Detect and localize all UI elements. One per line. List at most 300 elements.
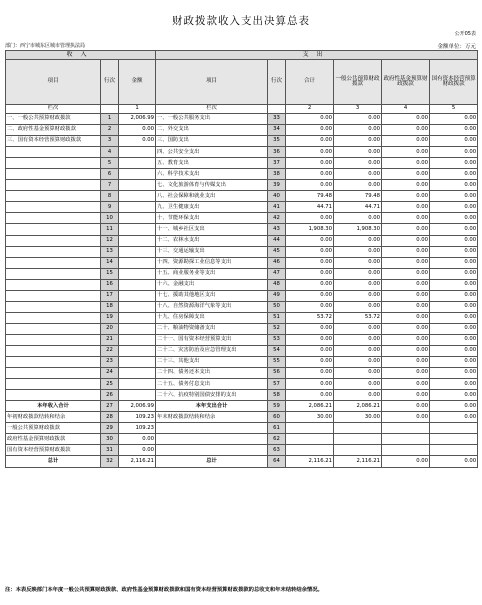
- expense-total-cell: 0.00: [286, 114, 334, 125]
- expense-row-no-cell: 63: [268, 445, 286, 456]
- expense-general-cell: 0.00: [334, 169, 382, 180]
- expense-state-cell: 0.00: [430, 290, 478, 301]
- expense-general-cell: 53.72: [334, 312, 382, 323]
- expense-item-cell: 五、教育支出: [156, 158, 268, 169]
- expense-item-cell: 十三、交通运输支出: [156, 246, 268, 257]
- expense-row-no-cell: 42: [268, 213, 286, 224]
- expense-state-cell: 0.00: [430, 213, 478, 224]
- expense-general-cell: 0.00: [334, 180, 382, 191]
- table-row: [6, 169, 478, 180]
- income-amount-cell: [119, 268, 156, 279]
- expense-general-cell: 44.71: [334, 202, 382, 213]
- table-row: [6, 323, 478, 334]
- expense-fund-cell: 0.00: [382, 125, 430, 136]
- table-row: [6, 290, 478, 301]
- income-item-cell: [6, 191, 101, 202]
- report-title: 财政拨款收入支出决算总表: [172, 15, 310, 27]
- expense-row-no-cell: 41: [268, 202, 286, 213]
- income-item-cell: [6, 301, 101, 312]
- expense-total-cell: 0.00: [286, 379, 334, 390]
- footnote: 注：本表反映部门本年度一般公共预算财政拨款、政府性基金预算财政拨款和国有资本经营预算财政拨款的总收支和年末结转结余情况。: [5, 587, 323, 593]
- expense-state-cell: 0.00: [430, 345, 478, 356]
- expense-total-cell: 0.00: [286, 235, 334, 246]
- expense-general-cell: 0.00: [334, 136, 382, 147]
- expense-item-cell: 十七、援助其他地区支出: [156, 290, 268, 301]
- table-row: [6, 368, 478, 379]
- income-item-cell: [6, 235, 101, 246]
- table-row: [6, 412, 478, 423]
- income-amount-cell: 0.00: [119, 136, 156, 147]
- income-amount-cell: [119, 213, 156, 224]
- expense-row-no-cell: 47: [268, 268, 286, 279]
- expense-item-cell: 六、科学技术支出: [156, 169, 268, 180]
- department-label: 部门：西宁市城东区城市管理执法局: [5, 43, 86, 49]
- expense-fund-cell: 0.00: [382, 202, 430, 213]
- expense-state-cell: 0.00: [430, 323, 478, 334]
- expense-total-cell: 53.72: [286, 312, 334, 323]
- expense-fund-cell: 0.00: [382, 312, 430, 323]
- expense-total-cell: [286, 434, 334, 445]
- expense-general-cell: 0.00: [334, 257, 382, 268]
- expense-total-cell: 2,086.21: [286, 401, 334, 412]
- expense-item-cell: 本年支出合计: [156, 401, 268, 412]
- income-row-no-cell: 18: [101, 301, 119, 312]
- income-item-cell: 本年收入合计: [6, 401, 101, 412]
- expense-row-no-cell: 62: [268, 434, 286, 445]
- expense-total-cell: 2,116.21: [286, 456, 334, 467]
- income-row-no-cell: 24: [101, 368, 119, 379]
- income-item-cell: 政府性基金预算财政拨款: [6, 434, 101, 445]
- expense-total-cell: 0.00: [286, 290, 334, 301]
- table-row: [6, 445, 478, 456]
- income-row-no-cell: 16: [101, 279, 119, 290]
- expense-fund-cell: 0.00: [382, 158, 430, 169]
- income-item-cell: 一般公共预算财政拨款: [6, 423, 101, 434]
- income-col-label: 栏次: [6, 105, 101, 114]
- expense-state-cell: 0.00: [430, 368, 478, 379]
- income-item-cell: 总计: [6, 456, 101, 467]
- expense-state-header: 国有资本经营预算财政拨款: [430, 60, 478, 105]
- income-amount-cell: [119, 202, 156, 213]
- expense-row-no-cell: 60: [268, 412, 286, 423]
- expense-row-no-cell: 56: [268, 368, 286, 379]
- income-amount-cell: 2,006.99: [119, 114, 156, 125]
- income-row-no-cell: 8: [101, 191, 119, 202]
- expense-total-cell: 0.00: [286, 323, 334, 334]
- expense-total-cell: 0.00: [286, 147, 334, 158]
- expense-item-cell: 十六、金融支出: [156, 279, 268, 290]
- income-row-no-cell: 13: [101, 246, 119, 257]
- expense-total-cell: 0.00: [286, 169, 334, 180]
- expense-state-cell: 0.00: [430, 379, 478, 390]
- expense-fund-cell: 0.00: [382, 368, 430, 379]
- income-row-no-cell: 7: [101, 180, 119, 191]
- income-item-cell: [6, 357, 101, 368]
- expense-state-cell: [430, 434, 478, 445]
- expense-fund-cell: [382, 445, 430, 456]
- expense-state-cell: 0.00: [430, 312, 478, 323]
- income-amount-cell: [119, 323, 156, 334]
- expense-general-cell: [334, 445, 382, 456]
- expense-item-cell: 二十四、债务还本支出: [156, 368, 268, 379]
- expense-general-cell: 0.00: [334, 379, 382, 390]
- expense-fund-cell: 0.00: [382, 412, 430, 423]
- expense-total-cell: [286, 445, 334, 456]
- expense-row-no-cell: 53: [268, 334, 286, 345]
- expense-general-cell: 0.00: [334, 279, 382, 290]
- expense-state-cell: 0.00: [430, 136, 478, 147]
- expense-item-cell: 十一、城乡社区支出: [156, 224, 268, 235]
- income-row-no-cell: 1: [101, 114, 119, 125]
- table-row: [6, 235, 478, 246]
- expense-fund-cell: 0.00: [382, 147, 430, 158]
- expense-item-cell: 二十五、债务付息支出: [156, 379, 268, 390]
- expense-fund-cell: 0.00: [382, 180, 430, 191]
- income-amount-cell: [119, 379, 156, 390]
- expense-row-no-cell: 35: [268, 136, 286, 147]
- expense-total-cell: 30.00: [286, 412, 334, 423]
- income-row-no-cell: 21: [101, 334, 119, 345]
- income-row-no-cell: 15: [101, 268, 119, 279]
- income-row-no-cell: 26: [101, 390, 119, 401]
- expense-fund-cell: 0.00: [382, 246, 430, 257]
- expense-general-cell: 0.00: [334, 368, 382, 379]
- table-row: [6, 136, 478, 147]
- income-item-cell: [6, 158, 101, 169]
- income-row-no-cell: 29: [101, 423, 119, 434]
- expense-row-no-cell: 45: [268, 246, 286, 257]
- expense-fund-cell: 0.00: [382, 456, 430, 467]
- income-amount-cell: [119, 279, 156, 290]
- income-row-no-cell: 3: [101, 136, 119, 147]
- income-item-cell: 一、一般公共预算财政拨款: [6, 114, 101, 125]
- expense-fund-cell: 0.00: [382, 114, 430, 125]
- expense-general-cell: 0.00: [334, 125, 382, 136]
- table-row: [6, 401, 478, 412]
- expense-item-cell: 二十六、抗疫特别国债安排的支出: [156, 390, 268, 401]
- expense-state-cell: [430, 423, 478, 434]
- expense-state-cell: 0.00: [430, 390, 478, 401]
- expense-item-cell: 七、文化旅游体育与传媒支出: [156, 180, 268, 191]
- expense-row-no-header: 行次: [268, 60, 286, 105]
- expense-item-cell: 二十、粮油物资储备支出: [156, 323, 268, 334]
- table-row: [6, 345, 478, 356]
- expense-row-no-cell: 34: [268, 125, 286, 136]
- expense-row-no-cell: 54: [268, 345, 286, 356]
- expense-state-cell: 0.00: [430, 279, 478, 290]
- expense-item-cell: 二、外交支出: [156, 125, 268, 136]
- expense-row-no-cell: 43: [268, 224, 286, 235]
- expense-total-header: 合计: [286, 60, 334, 105]
- expense-general-cell: 79.48: [334, 191, 382, 202]
- income-item-header: 项目: [6, 60, 101, 105]
- table-row: [6, 213, 478, 224]
- expense-fund-cell: 0.00: [382, 334, 430, 345]
- expense-row-no-cell: 59: [268, 401, 286, 412]
- expense-fund-cell: 0.00: [382, 390, 430, 401]
- expense-total-cell: 0.00: [286, 125, 334, 136]
- expense-general-cell: 0.00: [334, 323, 382, 334]
- income-row-no-cell: 27: [101, 401, 119, 412]
- income-amount-cell: 2,116.21: [119, 456, 156, 467]
- income-item-cell: [6, 147, 101, 158]
- income-row-no-cell: 30: [101, 434, 119, 445]
- expense-section-header: 支出: [156, 51, 478, 60]
- income-amount-cell: 0.00: [119, 445, 156, 456]
- table-row: [6, 423, 478, 434]
- expense-general-cell: 0.00: [334, 213, 382, 224]
- expense-general-cell: 0.00: [334, 246, 382, 257]
- income-amount-cell: 109.23: [119, 412, 156, 423]
- expense-row-no-cell: 33: [268, 114, 286, 125]
- expense-item-cell: 十五、商业服务业等支出: [156, 268, 268, 279]
- expense-item-cell: 年末财政拨款结转和结余: [156, 412, 268, 423]
- expense-item-cell: 十八、自然资源海洋气象等支出: [156, 301, 268, 312]
- income-item-cell: 二、政府性基金预算财政拨款: [6, 125, 101, 136]
- expense-item-cell: 一、一般公共服务支出: [156, 114, 268, 125]
- income-col-number: 1: [119, 105, 156, 114]
- expense-total-cell: 0.00: [286, 301, 334, 312]
- expense-item-cell: [156, 434, 268, 445]
- income-item-cell: [6, 290, 101, 301]
- expense-row-no-cell: 57: [268, 379, 286, 390]
- income-amount-cell: [119, 390, 156, 401]
- expense-state-cell: 0.00: [430, 202, 478, 213]
- table-row: [6, 279, 478, 290]
- expense-fund-cell: 0.00: [382, 213, 430, 224]
- income-amount-cell: 0.00: [119, 434, 156, 445]
- expense-general-cell: 0.00: [334, 114, 382, 125]
- expense-total-cell: 0.00: [286, 158, 334, 169]
- expense-total-cell: 0.00: [286, 213, 334, 224]
- income-amount-cell: [119, 169, 156, 180]
- income-amount-cell: [119, 158, 156, 169]
- expense-row-no-cell: 55: [268, 357, 286, 368]
- expense-total-cell: 44.71: [286, 202, 334, 213]
- expense-general-cell: [334, 423, 382, 434]
- expense-general-cell: 0.00: [334, 390, 382, 401]
- expense-fund-cell: 0.00: [382, 279, 430, 290]
- expense-item-cell: 十九、住房保障支出: [156, 312, 268, 323]
- expense-general-cell: 0.00: [334, 357, 382, 368]
- expense-total-cell: 0.00: [286, 180, 334, 191]
- expense-state-cell: 0.00: [430, 125, 478, 136]
- income-amount-cell: 0.00: [119, 125, 156, 136]
- income-amount-cell: [119, 180, 156, 191]
- income-amount-cell: [119, 334, 156, 345]
- income-amount-cell: [119, 312, 156, 323]
- table-row: [6, 158, 478, 169]
- table-row: [6, 334, 478, 345]
- expense-state-cell: 0.00: [430, 357, 478, 368]
- income-item-cell: [6, 323, 101, 334]
- income-item-cell: 三、国有资本经营预算财政拨款: [6, 136, 101, 147]
- expense-fund-cell: 0.00: [382, 169, 430, 180]
- income-item-cell: [6, 345, 101, 356]
- income-item-cell: [6, 368, 101, 379]
- expense-state-cell: 0.00: [430, 147, 478, 158]
- expense-state-cell: 0.00: [430, 334, 478, 345]
- income-item-cell: 国有资本经营预算财政拨款: [6, 445, 101, 456]
- table-row: [6, 301, 478, 312]
- income-row-no-cell: 2: [101, 125, 119, 136]
- expense-item-cell: [156, 445, 268, 456]
- table-row: [6, 357, 478, 368]
- income-row-no-cell: 14: [101, 257, 119, 268]
- expense-row-no-cell: 36: [268, 147, 286, 158]
- table-row: [6, 114, 478, 125]
- expense-item-cell: 二十二、灾害防治及应急管理支出: [156, 345, 268, 356]
- expense-item-cell: 二十三、其他支出: [156, 357, 268, 368]
- table-row: [6, 180, 478, 191]
- expense-fund-cell: [382, 434, 430, 445]
- expense-row-no-cell: 49: [268, 290, 286, 301]
- expense-general-header: 一般公共预算财政拨款: [334, 60, 382, 105]
- expense-state-cell: 0.00: [430, 235, 478, 246]
- expense-item-cell: [156, 423, 268, 434]
- table-row: [6, 224, 478, 235]
- expense-item-cell: 十二、农林水支出: [156, 235, 268, 246]
- income-amount-cell: [119, 345, 156, 356]
- expense-fund-cell: 0.00: [382, 136, 430, 147]
- expense-row-no-cell: 46: [268, 257, 286, 268]
- expense-fund-cell: 0.00: [382, 323, 430, 334]
- income-amount-header: 金额: [119, 60, 156, 105]
- expense-general-cell: 30.00: [334, 412, 382, 423]
- expense-state-cell: [430, 445, 478, 456]
- income-item-cell: [6, 379, 101, 390]
- income-item-cell: 年初财政拨款结转和结余: [6, 412, 101, 423]
- expense-row-no-cell: 48: [268, 279, 286, 290]
- income-amount-cell: [119, 257, 156, 268]
- table-row: [6, 390, 478, 401]
- table-row: [6, 434, 478, 445]
- expense-fund-cell: 0.00: [382, 345, 430, 356]
- expense-state-cell: 0.00: [430, 456, 478, 467]
- expense-item-cell: 十四、资源勘探工业信息等支出: [156, 257, 268, 268]
- income-row-no-cell: 23: [101, 357, 119, 368]
- expense-fund-cell: 0.00: [382, 379, 430, 390]
- expense-general-cell: [334, 434, 382, 445]
- expense-general-cell: 0.00: [334, 345, 382, 356]
- expense-state-cell: 0.00: [430, 268, 478, 279]
- expense-item-cell: 四、公共安全支出: [156, 147, 268, 158]
- expense-total-cell: 0.00: [286, 279, 334, 290]
- expense-row-no-cell: 40: [268, 191, 286, 202]
- income-row-no-cell: 19: [101, 312, 119, 323]
- expense-state-cell: 0.00: [430, 180, 478, 191]
- expense-total-cell: 0.00: [286, 368, 334, 379]
- income-row-no-cell: 10: [101, 213, 119, 224]
- expense-row-no-cell: 64: [268, 456, 286, 467]
- expense-col-label: 栏次: [156, 105, 268, 114]
- expense-fund-cell: 0.00: [382, 224, 430, 235]
- income-row-no-cell: 31: [101, 445, 119, 456]
- income-item-cell: [6, 169, 101, 180]
- expense-fund-cell: [382, 423, 430, 434]
- expense-item-cell: 三、国防支出: [156, 136, 268, 147]
- expense-total-cell: 0.00: [286, 257, 334, 268]
- income-item-cell: [6, 334, 101, 345]
- expense-total-cell: 0.00: [286, 345, 334, 356]
- expense-general-cell: 0.00: [334, 290, 382, 301]
- income-item-cell: [6, 312, 101, 323]
- expense-item-cell: 二十一、国有资本经营预算支出: [156, 334, 268, 345]
- col-number-5: 5: [430, 105, 478, 114]
- expense-fund-cell: 0.00: [382, 401, 430, 412]
- expense-item-cell: 九、卫生健康支出: [156, 202, 268, 213]
- expense-fund-cell: 0.00: [382, 191, 430, 202]
- expense-state-cell: 0.00: [430, 158, 478, 169]
- income-row-no-cell: 9: [101, 202, 119, 213]
- expense-total-cell: 1,908.30: [286, 224, 334, 235]
- expense-general-cell: 0.00: [334, 334, 382, 345]
- income-row-no-cell: 12: [101, 235, 119, 246]
- table-row: [6, 379, 478, 390]
- table-row: [6, 191, 478, 202]
- expense-state-cell: 0.00: [430, 401, 478, 412]
- table-row: [6, 268, 478, 279]
- expense-total-cell: 0.00: [286, 357, 334, 368]
- expense-general-cell: 0.00: [334, 268, 382, 279]
- expense-row-no-cell: 51: [268, 312, 286, 323]
- expense-state-cell: 0.00: [430, 301, 478, 312]
- income-row-no-cell: 5: [101, 158, 119, 169]
- table-row: [6, 202, 478, 213]
- expense-item-cell: 总计: [156, 456, 268, 467]
- expense-item-cell: 八、社会保障和就业支出: [156, 191, 268, 202]
- table-row: [6, 312, 478, 323]
- income-row-no-header: 行次: [101, 60, 119, 105]
- income-amount-cell: 2,006.99: [119, 401, 156, 412]
- income-item-cell: [6, 279, 101, 290]
- expense-general-cell: 0.00: [334, 235, 382, 246]
- expense-total-cell: 0.00: [286, 268, 334, 279]
- expense-state-cell: 0.00: [430, 191, 478, 202]
- expense-row-no-cell: 52: [268, 323, 286, 334]
- expense-row-no-cell: 44: [268, 235, 286, 246]
- income-item-cell: [6, 224, 101, 235]
- income-amount-cell: [119, 224, 156, 235]
- expense-general-cell: 2,086.21: [334, 401, 382, 412]
- income-row-no-cell: 6: [101, 169, 119, 180]
- expense-state-cell: 0.00: [430, 257, 478, 268]
- expense-item-cell: 十、节能环保支出: [156, 213, 268, 224]
- expense-total-cell: 0.00: [286, 390, 334, 401]
- income-row-no-cell: 17: [101, 290, 119, 301]
- income-section-header: 收入: [6, 51, 156, 60]
- expense-fund-header: 政府性基金预算财政拨款: [382, 60, 430, 105]
- expense-fund-cell: 0.00: [382, 235, 430, 246]
- expense-total-cell: 0.00: [286, 136, 334, 147]
- income-amount-cell: 109.23: [119, 423, 156, 434]
- income-row-no-cell: 4: [101, 147, 119, 158]
- unit-label: 金额单位：万元: [437, 44, 476, 50]
- expense-item-header: 项目: [156, 60, 268, 105]
- expense-row-no-cell: 37: [268, 158, 286, 169]
- expense-fund-cell: 0.00: [382, 301, 430, 312]
- expense-state-cell: 0.00: [430, 224, 478, 235]
- expense-general-cell: 0.00: [334, 147, 382, 158]
- income-row-no-cell: 28: [101, 412, 119, 423]
- col-number-4: 4: [382, 105, 430, 114]
- expense-state-cell: 0.00: [430, 169, 478, 180]
- income-row-no-cell: 11: [101, 224, 119, 235]
- expense-row-no-cell: 61: [268, 423, 286, 434]
- expense-total-cell: 0.00: [286, 334, 334, 345]
- col-number-2: 2: [286, 105, 334, 114]
- report-code: 公开05表: [454, 31, 476, 37]
